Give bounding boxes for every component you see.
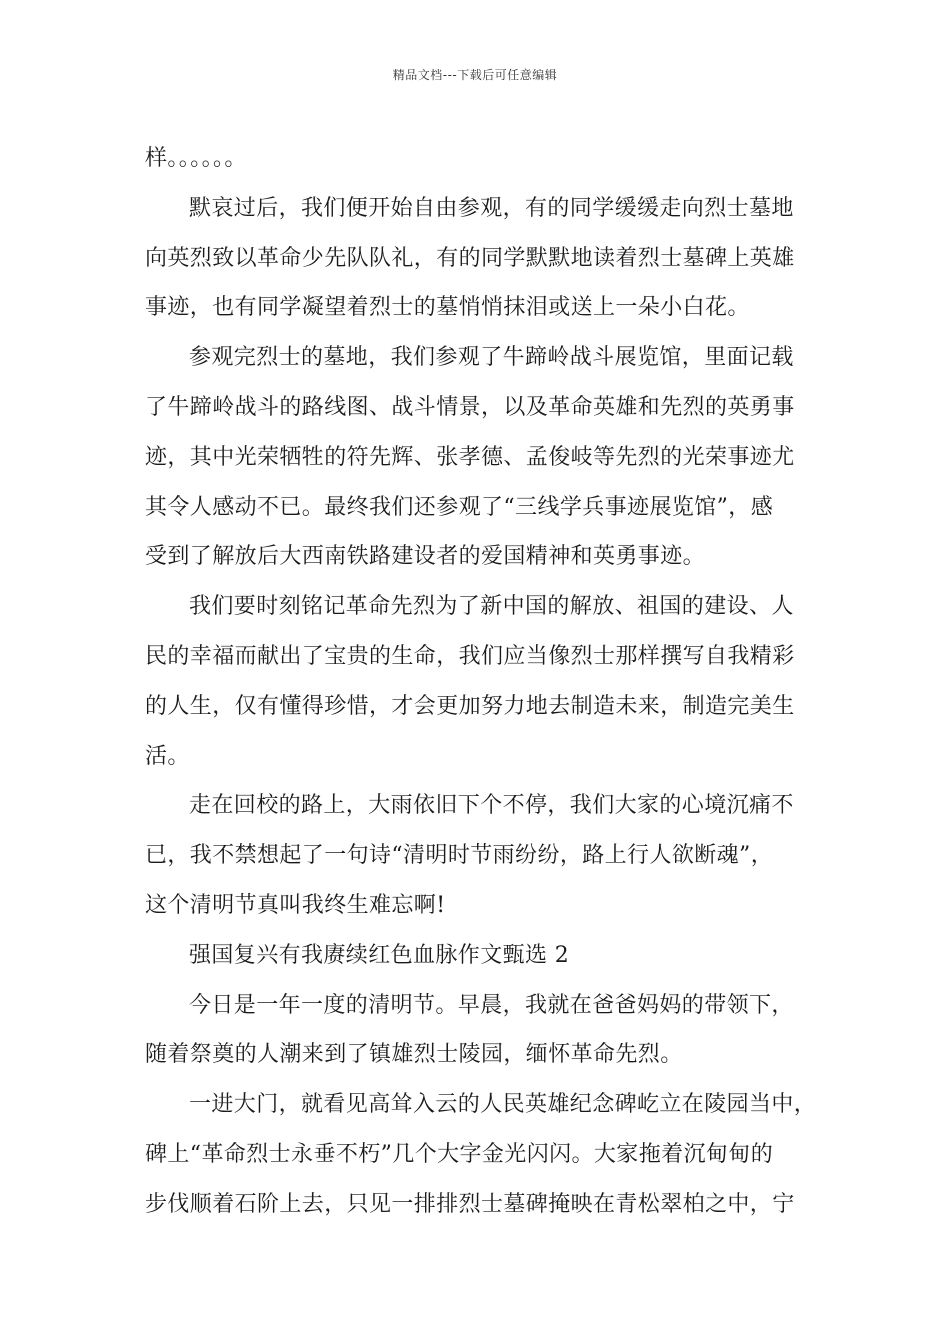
text-line: 参观完烈士的墓地，我们参观了牛蹄岭战斗展览馆，里面记载 bbox=[189, 345, 794, 371]
text-line: 了牛蹄岭战斗的路线图、战斗情景，以及革命英雄和先烈的英勇事 bbox=[145, 394, 795, 420]
text-line: 其令人感动不已。最终我们还参观了“三线学兵事迹展览馆”，感 bbox=[145, 494, 774, 520]
text-line: 活。 bbox=[145, 743, 190, 769]
text-line: 一进大门，就看见高耸入云的人民英雄纪念碑屹立在陵园当中， bbox=[189, 1092, 817, 1118]
text-line: 向英烈致以革命少先队队礼，有的同学默默地读着烈士墓碑上英雄 bbox=[145, 245, 795, 271]
text-line: 今日是一年一度的清明节。早晨，我就在爸爸妈妈的带领下， bbox=[189, 992, 794, 1018]
text-line: 随着祭奠的人潮来到了镇雄烈士陵园，缅怀革命先烈。 bbox=[145, 1042, 683, 1068]
text-line: 迹，其中光荣牺牲的符先辉、张孝德、孟俊岐等先烈的光荣事迹尤 bbox=[145, 444, 795, 470]
text-line: 默哀过后，我们便开始自由参观，有的同学缓缓走向烈士墓地 bbox=[189, 195, 794, 221]
page-header: 精品文档---下载后可任意编辑 bbox=[392, 68, 558, 82]
paragraph bbox=[145, 333, 810, 582]
text-line: 步伐顺着石阶上去，只见一排排烈士墓碑掩映在青松翠柏之中，宁 bbox=[145, 1191, 795, 1217]
text-line: 碑上“革命烈士永垂不朽”几个大字金光闪闪。大家拖着沉甸甸的 bbox=[145, 1141, 774, 1167]
paragraph bbox=[145, 981, 810, 1081]
text-line: 强国复兴有我赓续红色血脉作文甄选 2 bbox=[189, 942, 570, 968]
document-body bbox=[145, 134, 817, 1230]
text-line: 事迹，也有同学凝望着烈士的墓悄悄抹泪或送上一朵小白花。 bbox=[145, 295, 750, 321]
paragraph bbox=[145, 184, 810, 333]
paragraph bbox=[145, 134, 810, 184]
text-line: 民的幸福而献出了宝贵的生命，我们应当像烈士那样撰写自我精彩 bbox=[145, 643, 795, 669]
paragraph bbox=[145, 582, 810, 781]
paragraph bbox=[145, 781, 810, 930]
text-line: 样。。。。。。 bbox=[145, 146, 247, 171]
paragraph bbox=[145, 1080, 817, 1229]
text-line: 的人生，仅有懂得珍惜，才会更加努力地去制造未来，制造完美生 bbox=[145, 693, 795, 719]
text-line: 受到了解放后大西南铁路建设者的爱国精神和英勇事迹。 bbox=[145, 544, 706, 570]
text-line: 这个清明节真叫我终生难忘啊! bbox=[145, 892, 446, 918]
text-line: 已，我不禁想起了一句诗“清明时节雨纷纷，路上行人欲断魂”， bbox=[145, 843, 774, 869]
text-line: 走在回校的路上，大雨依旧下个不停，我们大家的心境沉痛不 bbox=[189, 793, 794, 819]
text-line: 我们要时刻铭记革命先烈为了新中国的解放、祖国的建设、人 bbox=[189, 594, 794, 620]
paragraph bbox=[145, 931, 810, 981]
